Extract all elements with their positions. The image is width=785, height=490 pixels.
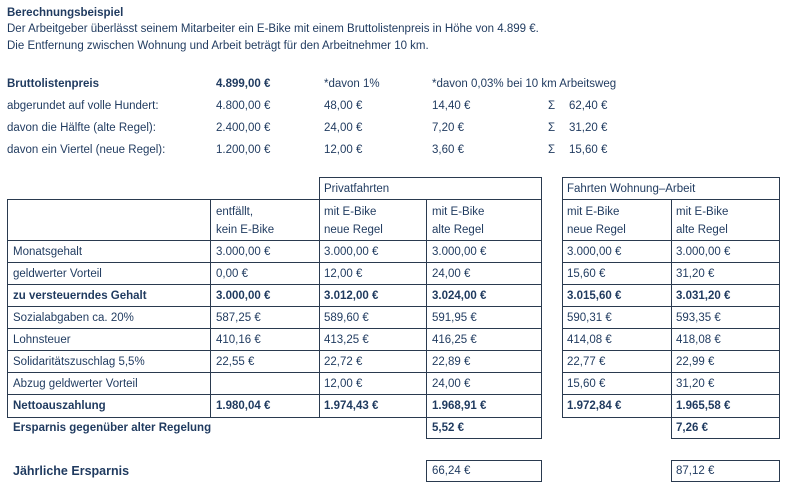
- calc-row-label: davon ein Viertel (neue Regel):: [7, 144, 166, 156]
- table-cell: 3.000,00 €: [567, 246, 622, 258]
- row-label: Monatsgehalt: [13, 246, 83, 258]
- row-divider: [7, 306, 542, 307]
- row-label: Sozialabgaben ca. 20%: [13, 312, 134, 324]
- table-cell: 1.965,58 €: [676, 400, 731, 412]
- table-cell: 1.974,43 €: [324, 400, 379, 412]
- row-divider: [562, 240, 780, 241]
- table-cell: 22,99 €: [676, 356, 715, 368]
- calc-row-c1: 48,00 €: [324, 100, 363, 112]
- col-header-line1: entfällt,: [216, 206, 254, 218]
- calc-header-value: 4.899,00 €: [216, 78, 271, 90]
- annual-commute-value: 87,12 €: [676, 465, 715, 477]
- row-divider: [562, 306, 780, 307]
- table-cell: 22,77 €: [567, 356, 606, 368]
- calc-header-label: Bruttolistenpreis: [7, 78, 100, 90]
- sigma-symbol: Σ: [548, 144, 556, 156]
- table-cell: 3.015,60 €: [567, 290, 622, 302]
- intro-title: Berechnungsbeispiel: [7, 7, 124, 19]
- table-cell: 410,16 €: [216, 334, 261, 346]
- table-cell: 587,25 €: [216, 312, 261, 324]
- intro-line-2: Die Entfernung zwischen Wohnung und Arbeit beträgt für den Arbeitnehmer 10 km.: [7, 40, 429, 52]
- row-divider: [562, 372, 780, 373]
- sigma-symbol: Σ: [548, 122, 556, 134]
- table-cell: 591,95 €: [432, 312, 477, 324]
- calc-row-label: abgerundet auf volle Hundert:: [7, 100, 159, 112]
- row-divider: [7, 284, 542, 285]
- col-header-line1: mit E-Bike: [676, 206, 729, 218]
- col-header-line2: neue Regel: [324, 224, 383, 236]
- calc-row-value: 2.400,00 €: [216, 122, 271, 134]
- savings-commute-value: 7,26 €: [676, 422, 708, 434]
- calc-row-value: 4.800,00 €: [216, 100, 271, 112]
- calc-row-sum: 62,40 €: [569, 100, 608, 112]
- table-cell: 3.000,00 €: [216, 246, 271, 258]
- group-header-private-label: Privatfahrten: [324, 183, 390, 195]
- row-label: Lohnsteuer: [13, 334, 71, 346]
- table-cell: 22,55 €: [216, 356, 255, 368]
- calc-header-col2: *davon 0,03% bei 10 km Arbeitsweg: [432, 78, 617, 90]
- table-cell: 3.031,20 €: [676, 290, 731, 302]
- table-cell: 3.012,00 €: [324, 290, 379, 302]
- intro-line-1: Der Arbeitgeber überlässt seinem Mitarbeiter ein E-Bike mit einem Bruttolistenpreis in Höhe von 4.899 €.: [7, 23, 539, 35]
- calc-row-sum: 15,60 €: [569, 144, 608, 156]
- table-cell: 3.000,00 €: [676, 246, 731, 258]
- table-cell: 3.024,00 €: [432, 290, 487, 302]
- row-divider: [7, 350, 542, 351]
- calc-row-label: davon die Hälfte (alte Regel):: [7, 122, 156, 134]
- table-cell: 3.000,00 €: [324, 246, 379, 258]
- row-label: Abzug geldwerter Vorteil: [13, 378, 138, 390]
- annual-private-value: 66,24 €: [432, 465, 471, 477]
- table-cell: 24,00 €: [432, 378, 471, 390]
- table-cell: 31,20 €: [676, 268, 715, 280]
- row-divider: [7, 240, 542, 241]
- calc-row-sum: 31,20 €: [569, 122, 608, 134]
- col-header-line2: kein E-Bike: [216, 224, 275, 236]
- col-header-line1: mit E-Bike: [324, 206, 377, 218]
- column-divider: [210, 199, 211, 418]
- calc-row-c1: 24,00 €: [324, 122, 363, 134]
- table-cell: 593,35 €: [676, 312, 721, 324]
- table-cell: 418,08 €: [676, 334, 721, 346]
- row-divider: [562, 284, 780, 285]
- savings-private-value: 5,52 €: [432, 422, 464, 434]
- row-divider: [7, 328, 542, 329]
- table-cell: 0,00 €: [216, 268, 248, 280]
- table-cell: 22,89 €: [432, 356, 471, 368]
- table-cell: 414,08 €: [567, 334, 612, 346]
- table-cell: 590,31 €: [567, 312, 612, 324]
- row-label: Nettoauszahlung: [13, 400, 106, 412]
- table-cell: 22,72 €: [324, 356, 363, 368]
- row-divider: [7, 394, 542, 395]
- table-cell: 12,00 €: [324, 268, 363, 280]
- row-label: Solidaritätszuschlag 5,5%: [13, 356, 145, 368]
- row-label: zu versteuerndes Gehalt: [13, 290, 147, 302]
- calc-row-c2: 3,60 €: [432, 144, 464, 156]
- row-divider: [7, 372, 542, 373]
- col-header-line2: alte Regel: [676, 224, 728, 236]
- table-cell: 1.972,84 €: [567, 400, 622, 412]
- row-divider: [562, 350, 780, 351]
- table-cell: 1.980,04 €: [216, 400, 271, 412]
- col-header-line2: alte Regel: [432, 224, 484, 236]
- table-cell: 413,25 €: [324, 334, 369, 346]
- calc-row-value: 1.200,00 €: [216, 144, 271, 156]
- calc-row-c2: 7,20 €: [432, 122, 464, 134]
- table-cell: 15,60 €: [567, 378, 606, 390]
- table-cell: 24,00 €: [432, 268, 471, 280]
- column-divider: [426, 199, 427, 418]
- table-cell: 12,00 €: [324, 378, 363, 390]
- table-cell: 3.000,00 €: [216, 290, 271, 302]
- row-divider: [562, 262, 780, 263]
- calc-row-c2: 14,40 €: [432, 100, 471, 112]
- table-cell: 3.000,00 €: [432, 246, 487, 258]
- table-cell: 416,25 €: [432, 334, 477, 346]
- table-cell: 31,20 €: [676, 378, 715, 390]
- column-divider: [671, 199, 672, 418]
- row-divider: [562, 394, 780, 395]
- column-divider: [319, 199, 320, 418]
- sigma-symbol: Σ: [548, 100, 556, 112]
- table-cell: 589,60 €: [324, 312, 369, 324]
- row-divider: [562, 328, 780, 329]
- calc-header-col1: *davon 1%: [324, 78, 380, 90]
- row-label: geldwerter Vorteil: [13, 268, 102, 280]
- row-divider: [7, 262, 542, 263]
- savings-label: Ersparnis gegenüber alter Regelung: [13, 422, 212, 434]
- table-cell: 1.968,91 €: [432, 400, 487, 412]
- calc-row-c1: 12,00 €: [324, 144, 363, 156]
- col-header-line1: mit E-Bike: [567, 206, 620, 218]
- col-header-line1: mit E-Bike: [432, 206, 485, 218]
- annual-savings-label: Jährliche Ersparnis: [13, 464, 130, 478]
- table-cell: 15,60 €: [567, 268, 606, 280]
- col-header-line2: neue Regel: [567, 224, 626, 236]
- group-header-commute-label: Fahrten Wohnung–Arbeit: [567, 183, 696, 195]
